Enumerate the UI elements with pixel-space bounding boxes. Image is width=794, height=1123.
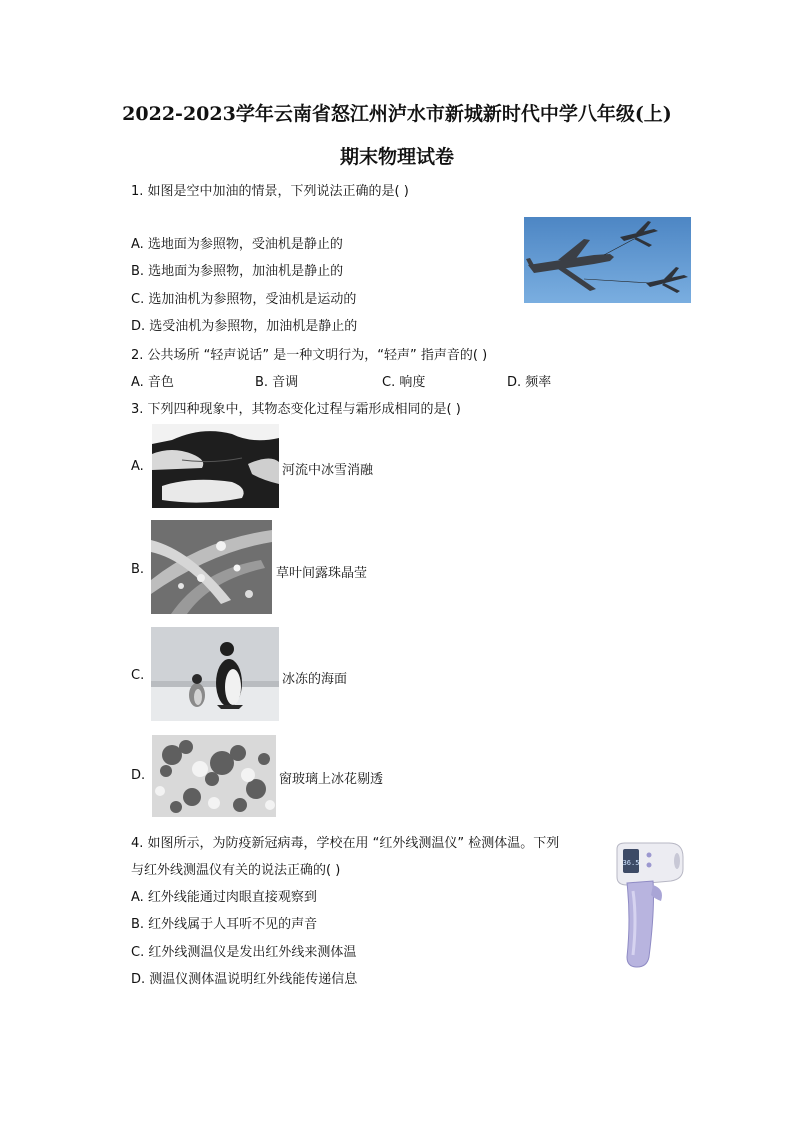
question-2-stem: 2. 公共场所 “轻声说话” 是一种文明行为，“轻声” 指声音的( ) bbox=[131, 348, 488, 363]
exam-title-line2: 期末物理试卷 bbox=[339, 146, 454, 168]
frost-on-window-image bbox=[152, 735, 276, 817]
question-3-option-a-letter: A. bbox=[131, 459, 144, 474]
question-3-option-c-text: 冰冻的海面 bbox=[282, 672, 348, 687]
question-3-option-b-letter: B. bbox=[131, 562, 145, 577]
question-4-stem-line1: 4. 如图所示，为防疫新冠病毒，学校在用 “红外线测温仪” 检测体温。下列 bbox=[131, 836, 560, 851]
question-1-option-b: B. 选地面为参照物，加油机是静止的 bbox=[131, 264, 344, 279]
dew-on-grass-image bbox=[151, 520, 272, 614]
question-2-option-d: D. 频率 bbox=[507, 375, 552, 390]
refueling-jets-image bbox=[524, 217, 691, 303]
question-3-option-d-letter: D. bbox=[131, 768, 146, 783]
question-1-option-a: A. 选地面为参照物，受油机是静止的 bbox=[131, 237, 343, 252]
thermometer-display-reading: 36.5 bbox=[622, 859, 640, 867]
question-3-option-c-letter: C. bbox=[131, 668, 145, 683]
question-3-stem: 3. 下列四种现象中，其物态变化过程与霜形成相同的是( ) bbox=[131, 402, 461, 417]
infrared-thermometer-image bbox=[613, 839, 685, 971]
question-4-option-a: A. 红外线能通过肉眼直接观察到 bbox=[131, 890, 317, 905]
question-3-option-d-text: 窗玻璃上冰花剔透 bbox=[279, 772, 384, 787]
question-4-stem-line2: 与红外线测温仪有关的说法正确的( ) bbox=[131, 863, 341, 878]
question-4-option-c: C. 红外线测温仪是发出红外线来测体温 bbox=[131, 945, 357, 960]
question-3-option-a-text: 河流中冰雪消融 bbox=[282, 463, 374, 478]
question-4-option-d: D. 测温仪测体温说明红外线能传递信息 bbox=[131, 972, 358, 987]
frozen-sea-penguins-image bbox=[151, 627, 279, 721]
question-1-stem: 1. 如图是空中加油的情景，下列说法正确的是( ) bbox=[131, 184, 409, 199]
question-2-option-b: B. 音调 bbox=[255, 375, 299, 390]
question-1-option-d: D. 选受油机为参照物，加油机是静止的 bbox=[131, 319, 358, 334]
question-1-option-c: C. 选加油机为参照物，受油机是运动的 bbox=[131, 292, 357, 307]
question-3-option-b-text: 草叶间露珠晶莹 bbox=[276, 566, 368, 581]
question-4-option-b: B. 红外线属于人耳听不见的声音 bbox=[131, 917, 318, 932]
melting-ice-river-image bbox=[152, 424, 279, 508]
question-2-option-c: C. 响度 bbox=[382, 375, 426, 390]
question-2-option-a: A. 音色 bbox=[131, 375, 174, 390]
exam-title-line1: 2022-2023学年云南省怒江州泸水市新城新时代中学八年级(上) bbox=[122, 103, 672, 125]
